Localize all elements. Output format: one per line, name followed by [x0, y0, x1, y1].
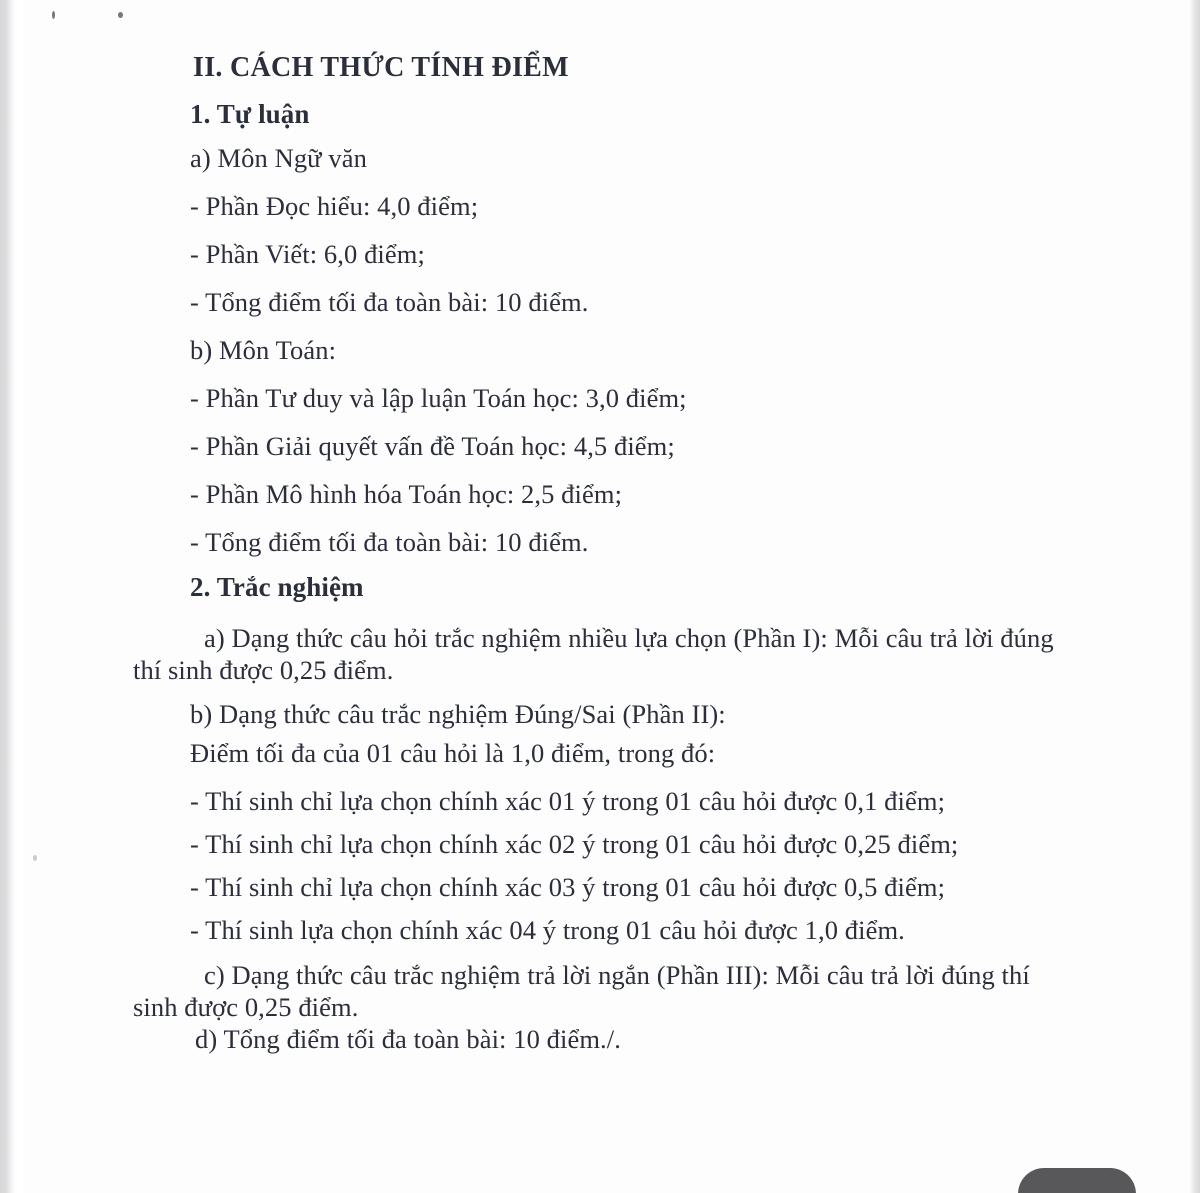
- document-heading: II. CÁCH THỨC TÍNH ĐIỂM: [193, 52, 569, 83]
- list-item: - Thí sinh chỉ lựa chọn chính xác 01 ý trong 01 câu hỏi được 0,1 điểm;: [190, 786, 946, 816]
- list-item: - Thí sinh lựa chọn chính xác 04 ý trong 01 câu hỏi được 1,0 điểm.: [190, 915, 905, 945]
- scan-speck-icon: [33, 855, 37, 861]
- list-item: - Phần Đọc hiểu: 4,0 điểm;: [190, 191, 479, 221]
- paragraph-c-line-1: c) Dạng thức câu trắc nghiệm trả lời ngắn (Phần III): Mỗi câu trả lời đúng thí: [204, 960, 1030, 990]
- list-item: - Tổng điểm tối đa toàn bài: 10 điểm.: [190, 287, 589, 317]
- page-left-edge-strip: [0, 0, 14, 1193]
- subsection-a-label: a) Môn Ngữ văn: [190, 143, 367, 173]
- list-item: - Tổng điểm tối đa toàn bài: 10 điểm.: [190, 527, 589, 557]
- paragraph-b-label: b) Dạng thức câu trắc nghiệm Đúng/Sai (Phần II):: [190, 699, 726, 729]
- scan-speck-icon: [52, 11, 55, 19]
- paragraph-d: d) Tổng điểm tối đa toàn bài: 10 điểm./.: [195, 1024, 621, 1054]
- paragraph-a-line-2: thí sinh được 0,25 điểm.: [133, 655, 394, 685]
- list-item: - Phần Tư duy và lập luận Toán học: 3,0 điểm;: [190, 383, 687, 413]
- section-1-title: 1. Tự luận: [190, 99, 310, 129]
- section-2-title: 2. Trắc nghiệm: [190, 572, 364, 602]
- paragraph-c-line-2: sinh được 0,25 điểm.: [133, 992, 359, 1022]
- list-item: - Phần Giải quyết vấn đề Toán học: 4,5 điểm;: [190, 431, 675, 461]
- list-item: - Thí sinh chỉ lựa chọn chính xác 02 ý trong 01 câu hỏi được 0,25 điểm;: [190, 829, 959, 859]
- list-item: - Phần Viết: 6,0 điểm;: [190, 239, 425, 269]
- list-item: - Thí sinh chỉ lựa chọn chính xác 03 ý trong 01 câu hỏi được 0,5 điểm;: [190, 872, 946, 902]
- paragraph-b-intro: Điểm tối đa của 01 câu hỏi là 1,0 điểm, trong đó:: [190, 738, 716, 768]
- scan-speck-icon: [118, 12, 123, 18]
- subsection-b-label: b) Môn Toán:: [190, 335, 337, 365]
- page-right-edge-strip: [1190, 0, 1200, 1193]
- list-item: - Phần Mô hình hóa Toán học: 2,5 điểm;: [190, 479, 623, 509]
- paragraph-a-line-1: a) Dạng thức câu hỏi trắc nghiệm nhiều lựa chọn (Phần I): Mỗi câu trả lời đúng: [204, 623, 1054, 653]
- floating-action-button[interactable]: [1018, 1168, 1136, 1193]
